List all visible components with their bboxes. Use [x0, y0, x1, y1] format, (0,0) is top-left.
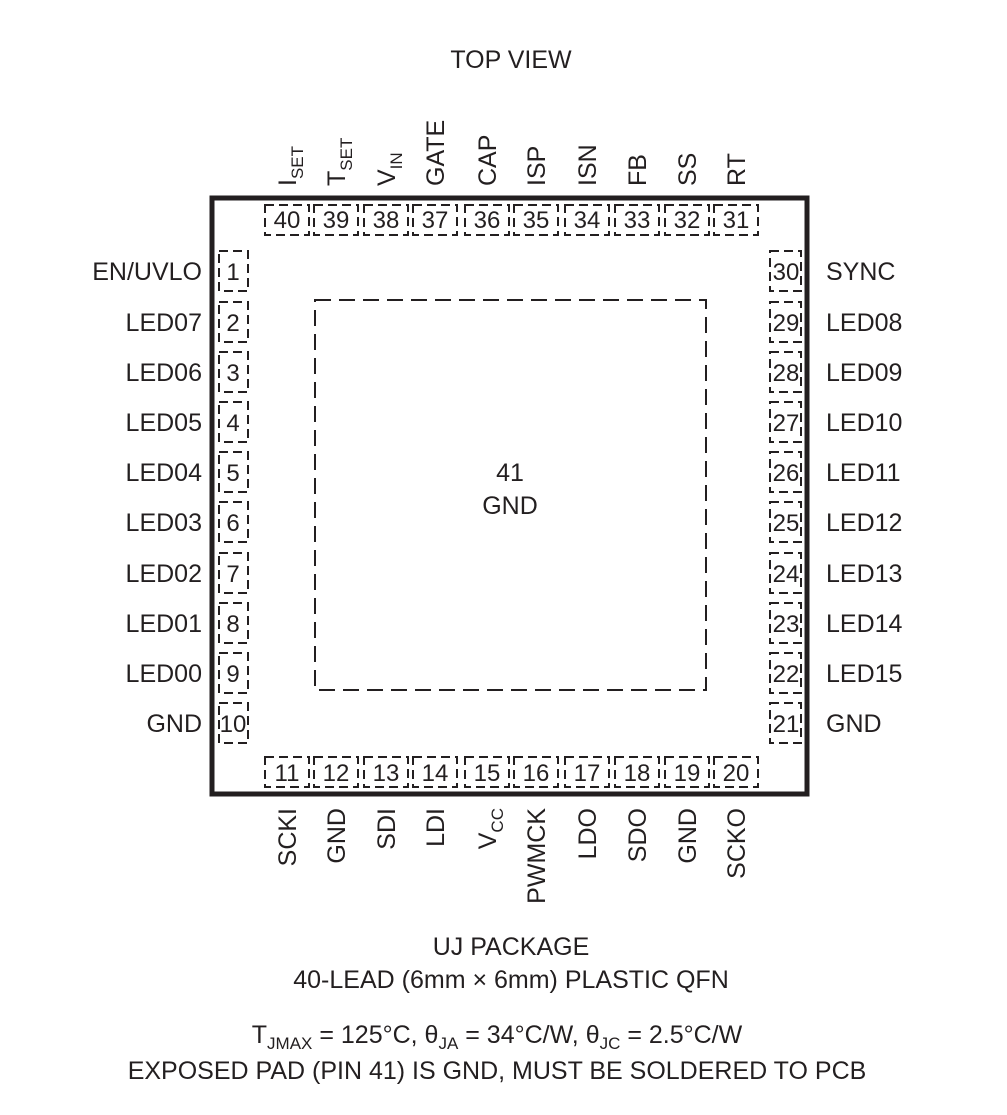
pin-label: LED07 — [125, 309, 202, 337]
pin-label: LED03 — [125, 509, 202, 537]
pin-label: LED10 — [826, 409, 903, 437]
pin-label: LED04 — [125, 459, 202, 487]
pin-label: LED11 — [826, 459, 901, 487]
pin-label: $V_{IN}$ — [373, 152, 406, 186]
pin-number: 17 — [573, 760, 601, 787]
pin-number: 9 — [226, 661, 240, 688]
pin-number: 28 — [772, 360, 800, 387]
pin-label: $V_{CC}$ — [474, 808, 507, 850]
thermal-ratings: $T_{JMAX} = 125^\circ C$, $\theta_{JA} = 34^\circ C/W$, $\theta_{JC} = 2.5^\circ C/W$ — [251, 1021, 743, 1053]
pin-label: LED06 — [125, 359, 202, 387]
pin-number: 18 — [623, 760, 651, 787]
pin-number: 30 — [772, 259, 800, 286]
pin-label: GND — [674, 808, 702, 864]
pin-label: SCKI — [274, 808, 302, 867]
pin-number: 16 — [522, 760, 550, 787]
pin-label: ISP — [523, 145, 551, 186]
pin-label: LED05 — [125, 409, 202, 437]
pin-label: GND — [826, 710, 882, 738]
right-pin-row — [770, 251, 903, 743]
pin-number: 40 — [273, 207, 301, 234]
pin-label: SCKO — [723, 808, 751, 879]
pin-label: CAP — [474, 134, 502, 186]
pin-number: 7 — [226, 561, 240, 588]
pin-number: 6 — [226, 510, 240, 537]
exposed-pad-note: EXPOSED PAD (PIN 41) IS GND, MUST BE SOLDERED TO PCB — [127, 1057, 867, 1085]
pin-number: 5 — [226, 460, 240, 487]
diagram-title: TOP VIEW — [450, 46, 572, 74]
pin-number: 33 — [623, 207, 651, 234]
exposed-pad-name: GND — [482, 492, 538, 520]
pin-label: PWMCK — [523, 808, 551, 904]
pin-number: 13 — [372, 760, 400, 787]
pin-number: 34 — [573, 207, 601, 234]
pin-number: 32 — [673, 207, 701, 234]
pin-label: $T_{SET}$ — [323, 137, 356, 186]
pin-number: 4 — [226, 410, 240, 437]
pin-number: 12 — [322, 760, 350, 787]
pin-label: SS — [674, 152, 702, 186]
pin-label: SYNC — [826, 258, 896, 286]
pin-label: FB — [624, 154, 652, 186]
left-pin-row — [92, 251, 248, 743]
pin-number: 39 — [322, 207, 350, 234]
pin-label: LDO — [574, 808, 602, 860]
package-name: UJ PACKAGE — [432, 933, 590, 961]
bottom-pin-row — [265, 757, 758, 904]
top-pin-row — [265, 120, 758, 235]
pin-label: LED13 — [826, 560, 903, 588]
pin-number: 25 — [772, 510, 800, 537]
pin-label: LED02 — [125, 560, 202, 588]
pin-label: GND — [323, 808, 351, 864]
pin-label: LED14 — [826, 610, 903, 638]
pin-number: 29 — [772, 310, 800, 337]
pin-number: 3 — [226, 360, 240, 387]
pin-number: 19 — [673, 760, 701, 787]
pin-number: 27 — [772, 410, 800, 437]
pin-label: SDO — [624, 808, 652, 863]
pin-label: GND — [146, 710, 202, 738]
pin-number: 35 — [522, 207, 550, 234]
pin-label: SDI — [373, 808, 401, 850]
pin-number: 11 — [274, 760, 300, 787]
pin-label: LED09 — [826, 359, 903, 387]
pin-number: 26 — [772, 460, 800, 487]
pin-number: 37 — [421, 207, 449, 234]
pin-number: 23 — [772, 611, 800, 638]
pin-label: RT — [723, 153, 751, 186]
pin-number: 2 — [226, 310, 240, 337]
pin-number: 24 — [772, 561, 800, 588]
pin-number: 20 — [722, 760, 750, 787]
pin-number: 14 — [421, 760, 449, 787]
pin-number: 36 — [473, 207, 501, 234]
pin-label: LED00 — [125, 660, 202, 688]
pin-label: EN/UVLO — [92, 258, 202, 286]
pin-number: 1 — [226, 259, 240, 286]
pin-number: 8 — [226, 611, 240, 638]
pin-label: LDI — [422, 808, 450, 847]
pin-label: LED12 — [826, 509, 903, 537]
pin-number: 22 — [772, 661, 800, 688]
pin-number: 31 — [722, 207, 750, 234]
pin-label: ISN — [574, 144, 602, 186]
pin-number: 38 — [372, 207, 400, 234]
pin-label: $I_{SET}$ — [274, 145, 307, 186]
pin-label: LED08 — [826, 309, 903, 337]
package-description: 40-LEAD (6mm × 6mm) PLASTIC QFN — [293, 966, 729, 994]
pin-label: LED01 — [125, 610, 202, 638]
pin-number: 10 — [219, 711, 247, 738]
pin-label: GATE — [422, 119, 450, 186]
pin-label: LED15 — [826, 660, 903, 688]
pin-number: 15 — [473, 760, 501, 787]
pin-number: 21 — [772, 711, 800, 738]
exposed-pad-number: 41 — [496, 459, 524, 487]
